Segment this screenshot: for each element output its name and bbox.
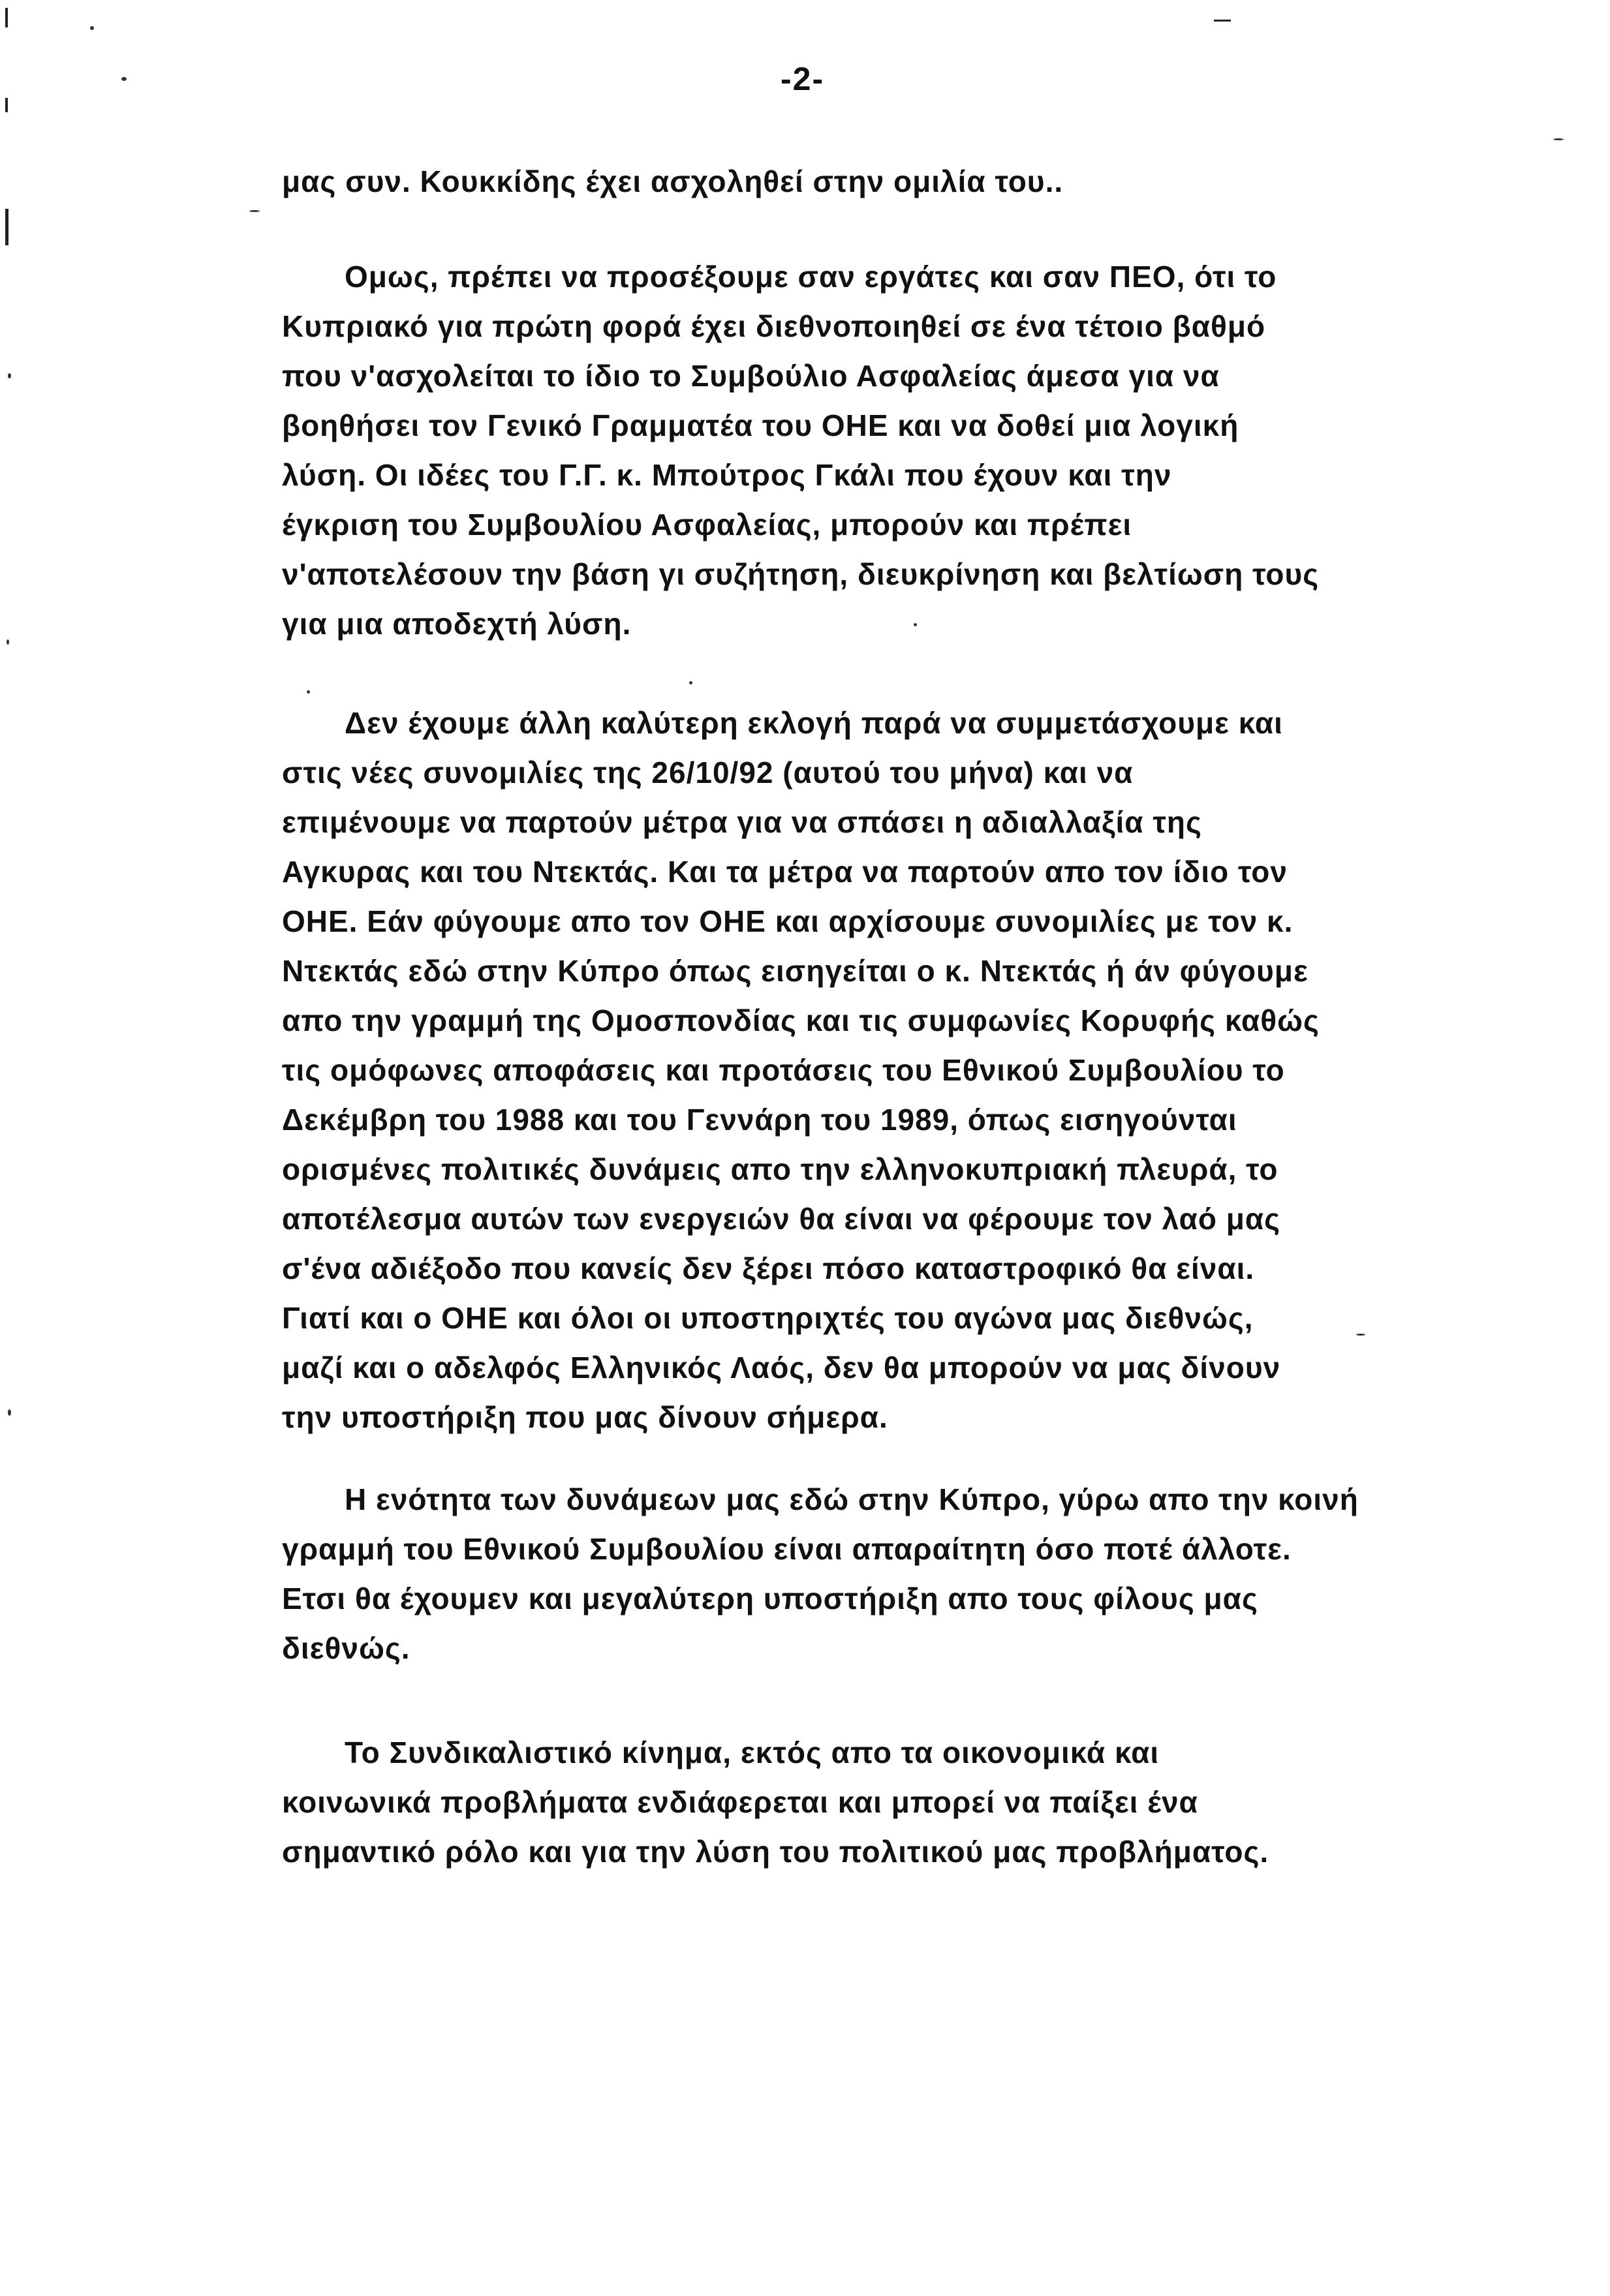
text-line: σημαντικό ρόλο και για την λύση του πολιτικού μας προβλήματος. <box>282 1835 1269 1869</box>
paragraph-4 <box>282 1728 1404 1876</box>
text-line: Δεκέμβρη του 1988 και του Γεννάρη του 1989, όπως εισηγούνται <box>282 1103 1237 1137</box>
scan-speck <box>8 1409 11 1416</box>
scan-mark <box>1214 20 1231 22</box>
text-line: τις ομόφωνες αποφάσεις και προτάσεις του Εθνικού Συμβουλίου το <box>282 1053 1285 1087</box>
text-line: έγκριση του Συμβουλίου Ασφαλείας, μπορούν και πρέπει <box>282 508 1132 542</box>
scan-speck <box>90 26 94 30</box>
text-line: αποτέλεσμα αυτών των ενεργειών θα είναι να φέρουμε τον λαό μας <box>282 1202 1281 1236</box>
intro-paragraph <box>282 157 1404 206</box>
text-line: την υποστήριξη που μας δίνουν σήμερα. <box>282 1400 888 1434</box>
paragraph-1 <box>282 252 1404 649</box>
scan-speck <box>307 690 310 694</box>
text-line: που ν'ασχολείται το ίδιο το Συμβούλιο Ασφαλείας άμεσα για να <box>282 359 1220 393</box>
text-line: ορισμένες πολιτικές δυνάμεις απο την ελληνοκυπριακή πλευρά, το <box>282 1152 1278 1186</box>
text-line: ν'αποτελέσουν την βάση γι συζήτηση, διευκρίνηση και βελτίωση τους <box>282 557 1320 591</box>
text-line: Η ενότητα των δυνάμεων μας εδώ στην Κύπρο, γύρω απο την κοινή <box>345 1482 1359 1516</box>
text-line: επιμένουμε να παρτούν μέτρα για να σπάσει η αδιαλλαξία της <box>282 805 1202 839</box>
text-line: λύση. Οι ιδέες του Γ.Γ. κ. Μπούτρος Γκάλι που έχουν και την <box>282 458 1172 492</box>
text-line: διεθνώς. <box>282 1631 410 1665</box>
text-line: Ομως, πρέπει να προσέξουμε σαν εργάτες και σαν ΠΕΟ, ότι το <box>345 260 1277 294</box>
text-line: κοινωνικά προβλήματα ενδιάφερεται και μπορεί να παίξει ένα <box>282 1785 1198 1819</box>
scan-speck <box>249 210 260 212</box>
text-line: γραμμή του Εθνικού Συμβουλίου είναι απαραίτητη όσο ποτέ άλλοτε. <box>282 1532 1292 1566</box>
scan-speck <box>8 373 11 378</box>
text-line: βοηθήσει τον Γενικό Γραμματέα του ΟΗΕ και να δοθεί μια λογική <box>282 408 1239 442</box>
text-line: απο την γραμμή της Ομοσπονδίας και τις συμφωνίες Κορυφής καθώς <box>282 1003 1320 1037</box>
text-line: στις νέες συνομιλίες της 26/10/92 (αυτού του μήνα) και να <box>282 756 1134 789</box>
text-line: Αγκυρας και του Ντεκτάς. Και τα μέτρα να παρτούν απο τον ίδιο τον <box>282 855 1288 889</box>
text-line: Κυπριακό για πρώτη φορά έχει διεθνοποιηθεί σε ένα τέτοιο βαθμό <box>282 309 1266 343</box>
text-line: για μια αποδεχτή λύση. <box>282 607 632 641</box>
text-line: Το Συνδικαλιστικό κίνημα, εκτός απο τα οικονομικά και <box>345 1736 1160 1769</box>
text-line: Δεν έχουμε άλλη καλύτερη εκλογή παρά να συμμετάσχουμε και <box>345 706 1283 740</box>
page-number: -2- <box>781 61 825 97</box>
text-line: μαζί και ο αδελφός Ελληνικός Λαός, δεν θα μπορούν να μας δίνουν <box>282 1351 1281 1385</box>
scan-mark <box>5 209 8 245</box>
scan-speck <box>1553 138 1564 140</box>
scan-mark <box>5 98 8 112</box>
text-line: σ'ένα αδιέξοδο που κανείς δεν ξέρει πόσο καταστροφικό θα είναι. <box>282 1251 1255 1285</box>
paragraph-3 <box>282 1475 1404 1673</box>
text-line: μας συν. Κουκκίδης έχει ασχοληθεί στην ομιλία του.. <box>282 164 1064 198</box>
text-line: Γιατί και ο ΟΗΕ και όλοι οι υποστηριχτές του αγώνα μας διεθνώς, <box>282 1301 1254 1335</box>
text-line: Ετσι θα έχουμεν και μεγαλύτερη υποστήριξη απο τους φίλους μας <box>282 1582 1258 1615</box>
text-line: ΟΗΕ. Εάν φύγουμε απο τον ΟΗΕ και αρχίσουμε συνομιλίες με τον κ. <box>282 904 1293 938</box>
text-line: Ντεκτάς εδώ στην Κύπρο όπως εισηγείται ο κ. Ντεκτάς ή άν φύγουμε <box>282 954 1308 988</box>
scan-speck <box>121 77 127 81</box>
scan-mark <box>5 8 8 27</box>
paragraph-2 <box>282 698 1404 1442</box>
scan-speck <box>689 681 692 684</box>
scan-speck <box>7 639 9 645</box>
